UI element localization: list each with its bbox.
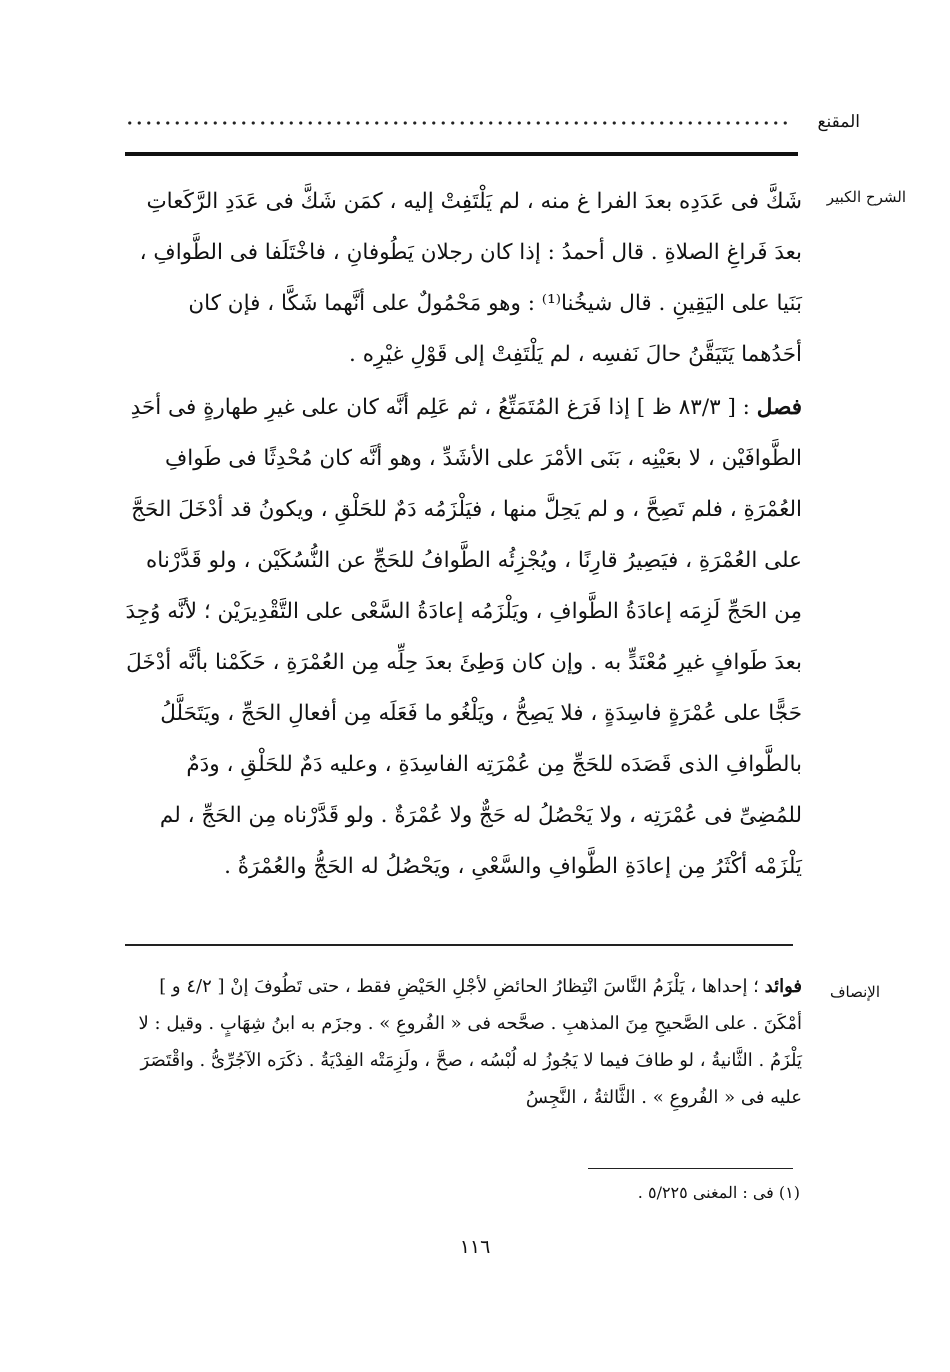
footnote: (١) فى : المغنى ٥/٢٢٥ . [637, 1183, 800, 1202]
sharh-main-text [122, 176, 802, 892]
running-header-title: المقنع [817, 112, 860, 132]
section-divider-rule [125, 944, 793, 946]
fasl-body: إذا فَرَغ المُتَمَتِّعُ ، ثم عَلِم أنَّه كان على غيرِ طهارةٍ فى أحَدِ الطَّوافَيْن ، لا بعَيْنِه ، بَنَى الأمْرَ على الأشَدِّ ، وهو أنَّه كان مُحْدِثًا فى طَوافِ العُمْرَةِ ، فلم تَصِحَّ ، و لم يَحِلَّ منها ، فيَلْزَمُه دَمٌ للحَلْقِ ، ويكونُ قد أدْخَلَ الحَجَّ على العُمْرَةِ ، فيَصِيرُ قارِنًا ، ويُجْزِئُه الطَّوافُ للحَجِّ عن النُّسُكَيْن ، ولو قَدَّرْناه مِن الحَجِّ لَزِمَه إعادَةُ الطَّوافِ ، ويَلْزَمُه إعادَةُ السَّعْى على التَّقْدِيرَيْن ؛ لأنَّه وُجِدَ بعدَ طَوافٍ غيرِ مُعْتَدٍّ به . وإن كان وَطِئَ بعدَ حِلِّه مِن العُمْرَةِ ، حَكَمْنا بأنَّه أدْخَلَ حَجًّا على عُمْرَةٍ فاسِدَةٍ ، فلا يَصِحُّ ، ويَلْغُو ما فَعَلَه مِن أفعالِ الحَجِّ ، ويَتَحَلَّلُ بالطَّوافِ الذى قَصَدَه للحَجِّ مِن عُمْرَتِه الفاسِدَةِ ، وعليه دَمٌ للحَلْقِ ، ودَمٌ للمُضِىِّ فى عُمْرَتِه ، ولا يَحْصُلُ له حَجٌّ ولا عُمْرَةٌ . ولو قَدَّرْناه مِن الحَجِّ ، لم يَلْزَمْه أكْثَرُ مِن إعادَةِ الطَّوافِ والسَّعْىِ ، ويَحْصُلُ له الحَجُّ والعُمْرَةُ . [125, 395, 802, 879]
insaf-body: ؛ إحداها ، يَلْزَمُ النَّاسَ انْتِظارُ الحائضِ لأجْلِ الحَيْضِ فقط ، حتى تَطُوفَ إنْ [ ٤/٢ و ] أمْكَنَ . على الصَّحيحِ مِنَ المذهبِ . صحَّحه فى « الفُروعِ » . وجزَم به ابنُ شِهَابٍ . وقيل : لا يَلْزَمُ . الثَّانيةُ ، لو طافَ فيما لا يَجُوزُ له لُبْسُه ، صحَّ ، ولَزِمَتْه الفِدْيَةُ . ذكَرَه الآجُرِّىُّ . واقْتَصَرَ عليه فى « الفُروعِ » . الثَّالثةُ ، النَّجِسُ [138, 976, 802, 1108]
insaf-margin-label: الإنصاف [829, 983, 880, 1001]
header-dotted-leader [125, 120, 790, 126]
sharh-paragraph-2 [122, 382, 802, 892]
fawaid-heading: فوائد [764, 976, 802, 997]
fasl-reference: : [ ٨٣/٣ ظ ] [636, 395, 750, 420]
page-number: ١١٦ [459, 1236, 491, 1258]
footnote-rule [588, 1168, 793, 1169]
insaf-paragraph [122, 968, 802, 1116]
sharh-paragraph-1: شَكَّ فى عَدَدِه بعدَ الفرا غ منه ، لم يَلْتَفِتْ إليه ، كمَن شَكَّ فى عَدَدِ الرَّكَعاتِ بعدَ فَراغِ الصلاةِ . قال أحمدُ : إذا كان رجلان يَطُوفانِ ، فاخْتَلَفا فى الطَّوافِ ، بَنَيا على اليَقِينِ . قال شيخُنا⁽¹⁾ : وهو مَحْمُولٌ على أنَّهما شَكَّا ، فإن كان أحَدُهما يَتَيَقَّنُ حالَ نَفسِه ، لم يَلْتَفِتْ إلى قَوْلِ غيْرِه . [139, 189, 802, 367]
sharh-margin-label: الشرح الكبير [826, 188, 906, 206]
insaf-text [122, 968, 802, 1116]
fasl-heading: فصل [756, 395, 802, 420]
header-thick-rule [125, 152, 798, 156]
